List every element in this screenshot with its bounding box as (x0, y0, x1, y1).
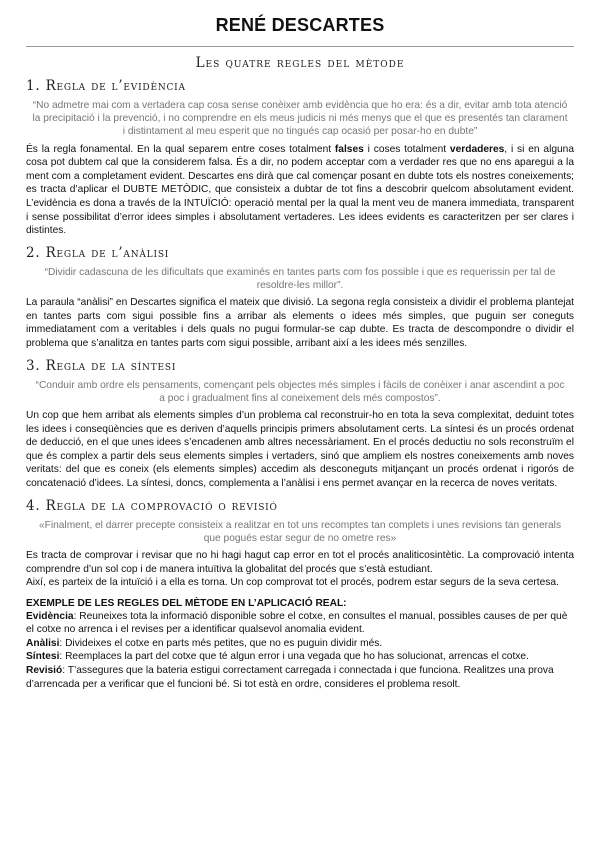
example-label: Síntesi (26, 651, 60, 663)
section-quote: «Finalment, el darrer precepte consisteix a realitzar en tot uns recomptes tan complets i unes revisions tan generals que pogués estar segur de no ometre res» (38, 519, 562, 544)
example-text: : Reemplaces la part del cotxe que té algun error i una vegada que ho has solucionat, arrencas el cotxe. (59, 651, 529, 663)
section-analisi (26, 244, 574, 351)
example-item (26, 610, 574, 637)
section-body: Un cop que hem arribat als elements simples d’un problema cal reconstruir-ho en tota la seva complexitat, deduint totes les idees i conseqüències que es deriven d’aquells principis primers absolutament certs. La síntesi és un procés ordenat de deducció, en el que unes idees s’encadenen amb altres necessàriament. En el procés deductiu no sols reconstruïm el que és complex a partir dels seus elements simples i vertaders, sinó que ampliem els nostres coneixements amb noves veritats: del que es coneix (els elements simples) accedim als desconeguts mitjançant un procés ordenat i rigorós de concatenació d’idees. La síntesi, doncs, complementa a l’anàlisi i ens permet avançar en la recerca de noves veritats. (26, 409, 574, 489)
body-text: , i si en alguna cosa pot dubtem cal que la considerem falsa. És a dir, no podem acceptar com a verdader res que no ens aparegui a la ment com a completament evident. Descartes ens dirà que cal començar posant en dubte tots els nostres coneixements; es tracta d’aplicar el DUBTE METÒDIC, que consisteix a dubtar de tot fins a descobrir quelcom absolutament evident. L’evidència es dona a través de la INTUÏCIÓ: operació mental per la qual la ment veu de manera immediata, transparent i sense possibilitat d’error idees simples i absolutament vertaderes. Les idees evidents es caracteritzen per ser clares i distintes. (26, 143, 575, 237)
example-item (26, 664, 574, 691)
example-label: Anàlisi (26, 637, 60, 649)
section-body: Es tracta de comprovar i revisar que no hi hagi hagut cap error en tot el procés analiticosintètic. La comprovació intenta comprendre d’un sol cop i de manera intuïtiva la globalitat del procés que s’està estudiant. (26, 549, 574, 575)
page-title: RENÉ DESCARTES (215, 15, 385, 35)
section-quote: “No admetre mai com a vertadera cap cosa sense conèixer amb evidència que ho era: és a dir, evitar amb tota atenció la precipitació i la prevenció, i no comprendre en els meus judicis ni més menys que el que es presentés tan clarament i distintament al meu esperit que no tingués cap ocasió per posar-ho en dubte” (32, 100, 568, 138)
section-body: La paraula “anàlisi” en Descartes significa el mateix que divisió. La segona regla consisteix a dividir el problema plantejat en tantes parts com sigui possible fins a arribar als elements o idees més simples, que puguin ser coneguts immediatament com a veritables i dels quals no pugui formular-se cap dubte. Es tracta de descompondre o dividir el problema que s’analitza en tantes parts com sigui possible, arribant així a les idees més senzilles. (26, 297, 574, 349)
section-heading: 4. Regla de la comprovació o revisió (26, 497, 278, 514)
body-text: És la regla fonamental. En la qual separem entre coses totalment (26, 143, 335, 155)
example-text: : Reuneixes tota la informació disponible sobre el cotxe, en consultes el manual, possibles causes de per què el cotxe no arrenca i el revises per a identificar qualsevol anomalia evident. (26, 610, 568, 636)
title-divider (26, 46, 574, 47)
section-body (26, 143, 574, 238)
section-evidencia (26, 77, 574, 238)
example-text: : T’assegures que la bateria estigui correctament carregada i connectada i que funciona. Realitzes una prova d’arrencada per a verificar que el funcioni bé. Si tot està en ordre, consideres el problema resolt. (26, 665, 554, 690)
body-text: i coses totalment (363, 143, 450, 155)
section-quote: “Dividir cadascuna de les dificultats que examinés en tantes parts com fos possible i que es requerissin per tal de resoldre-les millor”. (44, 266, 556, 291)
section-quote: “Conduir amb ordre els pensaments, començant pels objectes més simples i fàcils de conèixer i anar ascendint a poc a poc i gradualment fins al coneixement dels més compostos”. (35, 379, 565, 404)
section-heading: 3. Regla de la síntesi (26, 357, 177, 374)
section-sintesi (26, 357, 574, 491)
example-item (26, 637, 574, 651)
section-heading: 2. Regla de l’anàlisi (26, 244, 170, 261)
section-heading: 1. Regla de l’evidència (26, 78, 186, 94)
body-bold: verdaderes (449, 143, 505, 155)
page-subtitle: Les quatre regles del mètode (195, 55, 405, 71)
example-block (26, 598, 574, 692)
section-body: Així, es parteix de la intuïció i a ella es torna. Un cop comprovat tot el procés, podrem estar segurs de la seva certesa. (26, 577, 559, 589)
example-text: : Divideixes el cotxe en parts més petites, que no es puguin dividir més. (59, 637, 383, 649)
section-revisio (26, 497, 574, 590)
example-title: EXEMPLE DE LES REGLES DEL MÈTODE EN L’APLICACIÓ REAL: (26, 597, 347, 609)
example-item (26, 650, 574, 664)
example-label: Evidència (26, 610, 74, 622)
example-label: Revisió (26, 665, 63, 677)
body-bold: falses (334, 143, 364, 155)
